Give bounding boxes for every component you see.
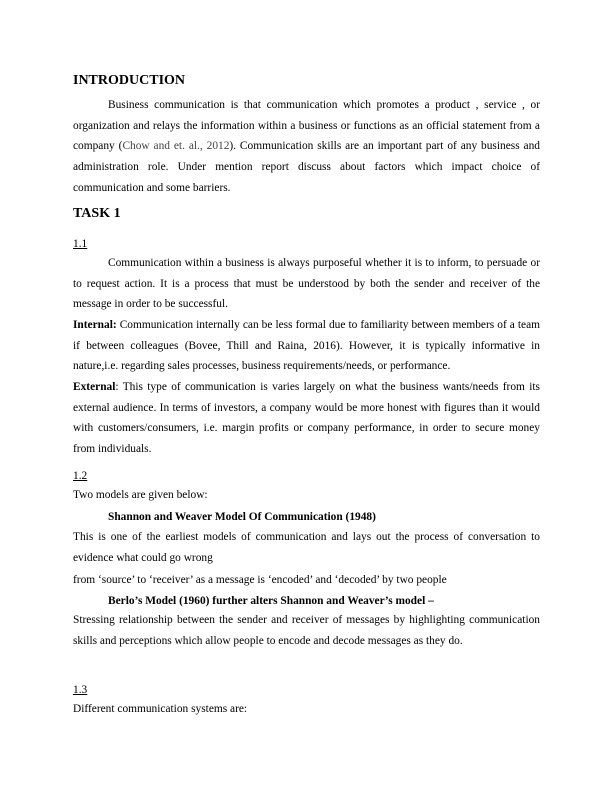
internal-paragraph [73,315,540,377]
shannon-weaver-line2: from ‘source’ to ‘receiver’ as a message is ‘encoded’ and ‘decoded’ by two people [73,574,447,586]
task1-heading: TASK 1 [73,206,121,221]
introduction-heading: INTRODUCTION [73,73,186,88]
shannon-weaver-text: This is one of the earliest models of communication and lays out the process of conversation to evidence what could go wrong [73,531,540,564]
berlo-model-title: Berlo’s Model (1960) further alters Shannon and Weaver’s model – [108,595,434,607]
communication-systems-intro: Different communication systems are: [73,703,248,715]
intro-text-after-citation: ). Communication skills are an important part of any business and administration role. Under mention report discuss about factors which impact choice of communication and some barriers. [73,140,540,194]
section-1-2-label: 1.2 [73,470,88,482]
shannon-weaver-title: Shannon and Weaver Model Of Communication (1948) [108,511,376,523]
section-1-1-paragraph: Communication within a business is always purposeful whether it is to inform, to persuade or to request action. It is a process that must be understood by both the sender and receiver of the message in order to be successful. [73,257,540,311]
introduction-paragraph [73,95,540,199]
intro-citation: Chow and et. al., 2012 [122,140,230,153]
internal-text: Communication internally can be less formal due to familiarity between members of a team if between colleagues (Bovee, Thill and Raina, 2016). However, it is typically informative in nature,i.e. regarding sales processes, business requirements/needs, or performance. [73,319,540,373]
section-1-3-label: 1.3 [73,684,88,696]
external-text: : This type of communication is varies largely on what the business wants/needs from its external audience. In terms of investors, a company would be more honest with figures than it would with customers/consumers, i.e. margin profits or company performance, in order to secure money from individuals. [73,381,540,456]
intro-text-before-citation: Business communication is that communication which promotes a product , service , or organization and relays the information within a business or functions as an official statement from a company ( [73,99,540,153]
models-intro-line: Two models are given below: [73,489,208,501]
external-paragraph [73,377,540,460]
berlo-model-text: Stressing relationship between the sender and receiver of messages by highlighting communication skills and perceptions which allow people to encode and decode messages as they do. [73,614,540,647]
internal-label: Internal: [73,319,117,331]
external-label: External [73,381,116,393]
section-1-1-label: 1.1 [73,238,88,250]
